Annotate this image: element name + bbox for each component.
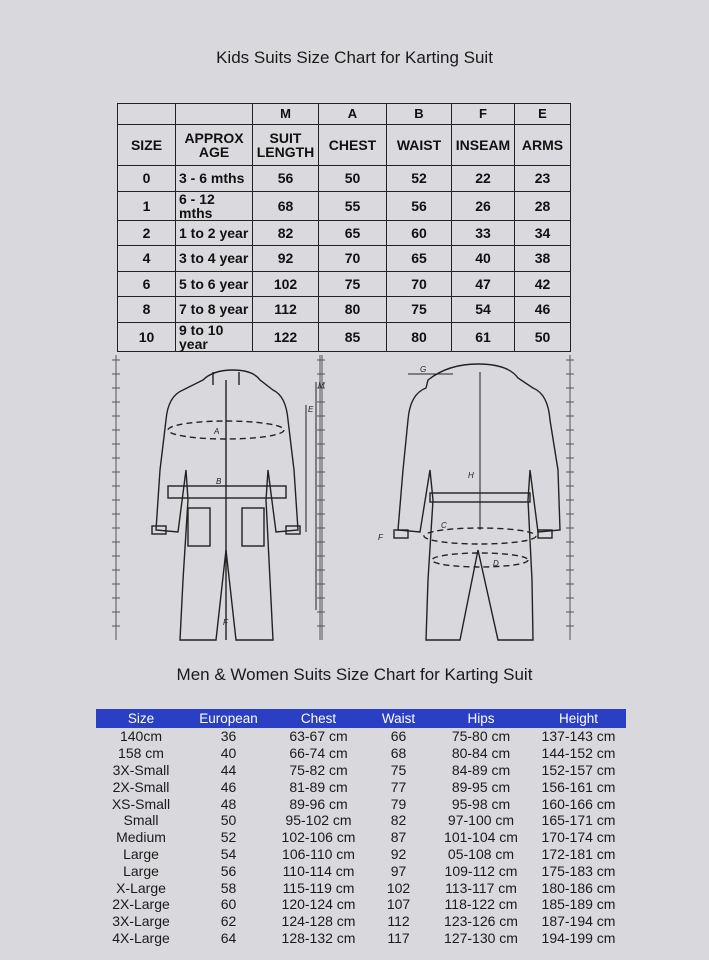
table-cell: 7 to 8 year [176,297,253,323]
table-row [96,930,626,947]
column-header: SIZE [118,125,176,166]
kids-size-table [117,103,571,352]
table-row [118,246,571,272]
column-header: Waist [366,709,431,728]
table-cell: 82 [253,220,319,246]
column-header: APPROX AGE [176,125,253,166]
table-cell: 8 [118,297,176,323]
table-cell: 54 [220,845,237,862]
table-cell: 122 [253,322,319,351]
table-cell: 1 to 2 year [176,220,253,246]
table-cell: 85 [319,322,387,351]
table-cell: 101-104 cm [444,829,518,846]
table-cell: 54 [452,297,515,323]
table-cell: 128-132 cm [281,929,356,946]
table-cell: 40 [220,745,237,762]
table-cell: 70 [319,246,387,272]
table-cell: 175-183 cm [541,862,616,879]
letter-cell: E [515,104,571,125]
table-cell: 3X-Small [112,761,170,778]
table-cell: 170-174 cm [541,829,616,846]
table-cell: 9 to 10 year [176,322,253,351]
table-cell: 106-110 cm [282,845,355,862]
table-cell: 60 [387,220,452,246]
kids-chart-title: Kids Suits Size Chart for Karting Suit [216,48,493,67]
table-cell: 185-189 cm [541,896,616,913]
column-header: Size [96,709,186,728]
table-cell: 2 [118,220,176,246]
table-cell: 123-126 cm [444,913,518,930]
table-cell: 10 [118,322,176,351]
table-cell: 113-117 cm [445,879,517,896]
table-row [118,166,571,192]
table-row [96,862,626,879]
letter-cell: B [387,104,452,125]
table-cell: Small [123,812,159,829]
diagram-label-g: G [420,365,427,374]
table-cell: 180-186 cm [541,879,616,896]
letter-cell [118,104,176,125]
table-cell: 80-84 cm [451,745,511,762]
column-header: SUIT LENGTH [253,125,319,166]
diagram-label-f-back: F [378,533,383,542]
diagram-label-a: A [214,427,220,436]
table-cell: Large [123,862,159,879]
table-cell: 117 [387,929,410,946]
table-cell: 44 [220,761,237,778]
table-cell: 92 [390,845,407,862]
table-row [118,220,571,246]
table-cell: 97-100 cm [447,812,515,829]
table-cell: 50 [515,322,571,351]
table-row [96,795,626,812]
table-cell: 115-119 cm [282,879,355,896]
table-cell: 144-152 cm [541,745,616,762]
back-suit-drawing [394,364,560,640]
column-header: European [186,709,271,728]
table-cell: 46 [220,778,237,795]
column-header: WAIST [387,125,452,166]
diagram-label-e: E [308,405,314,414]
table-cell: 22 [452,166,515,192]
front-suit-drawing [152,370,316,640]
table-row [118,271,571,297]
table-cell: 3 - 6 mths [176,166,253,192]
table-row [118,322,571,351]
table-cell: 97 [390,862,407,879]
table-row [96,745,626,762]
table-cell: 68 [390,745,407,762]
table-cell: 3X-Large [112,913,170,930]
table-cell: 56 [387,191,452,220]
table-cell: 107 [386,896,411,913]
table-row [96,846,626,863]
column-header: Chest [271,709,366,728]
diagram-label-d: D [493,559,499,568]
table-cell: 165-171 cm [541,812,616,829]
diagram-label-f: F [223,618,228,627]
table-cell: 65 [387,246,452,272]
kids-letter-row [118,104,571,125]
table-cell: 79 [390,795,407,812]
table-cell: 127-130 cm [444,929,518,946]
table-cell: 6 - 12 mths [176,191,253,220]
table-cell: 47 [452,271,515,297]
table-cell: 95-102 cm [285,812,352,829]
letter-cell [176,104,253,125]
table-cell: 0 [118,166,176,192]
table-row [96,829,626,846]
table-cell: 4X-Large [112,929,170,946]
table-cell: 81-89 cm [289,778,348,795]
table-cell: 160-166 cm [541,795,616,812]
table-cell: 75-82 cm [289,761,348,778]
table-cell: 62 [220,913,237,930]
table-cell: 75-80 cm [451,728,511,745]
column-header: INSEAM [452,125,515,166]
kids-header-row [118,125,571,166]
table-row [118,191,571,220]
letter-cell: M [253,104,319,125]
diagram-label-m: M [318,381,325,390]
table-cell: 70 [387,271,452,297]
diagram-label-h: H [468,471,474,480]
table-cell: 102-106 cm [281,829,356,846]
table-cell: 52 [387,166,452,192]
table-cell: Large [123,845,159,862]
table-row [96,879,626,896]
table-cell: 75 [390,761,407,778]
table-cell: 158 cm [118,745,164,762]
table-cell: 60 [220,896,237,913]
table-cell: 2X-Large [112,896,170,913]
table-cell: 110-114 cm [282,862,355,879]
table-cell: 82 [390,812,407,829]
diagram-label-c: C [441,521,447,530]
table-cell: 89-96 cm [289,795,348,812]
table-cell: 112 [253,297,319,323]
table-cell: 152-157 cm [541,761,616,778]
table-cell: 65 [319,220,387,246]
table-cell: 42 [515,271,571,297]
table-cell: 75 [387,297,452,323]
diagram-label-b: B [216,477,222,486]
table-row [96,812,626,829]
table-cell: 84-89 cm [451,761,511,778]
table-cell: 102 [253,271,319,297]
table-cell: 50 [319,166,387,192]
table-cell: 172-181 cm [541,845,616,862]
table-cell: 5 to 6 year [176,271,253,297]
adult-chart-title: Men & Women Suits Size Chart for Karting Suit [176,665,533,684]
table-cell: 36 [220,728,237,745]
table-cell: 05-108 cm [447,845,515,862]
table-cell: X-Large [116,879,166,896]
table-cell: 124-128 cm [281,913,356,930]
table-cell: 120-124 cm [281,896,356,913]
table-cell: 46 [515,297,571,323]
table-cell: 66-74 cm [289,745,348,762]
table-cell: 61 [452,322,515,351]
column-header: ARMS [515,125,571,166]
table-cell: 89-95 cm [451,778,511,795]
table-cell: 66 [390,728,407,745]
table-cell: 26 [452,191,515,220]
table-cell: 95-98 cm [451,795,511,812]
table-cell: Medium [116,829,166,846]
table-cell: 102 [386,879,411,896]
table-row [96,728,626,745]
table-cell: 56 [253,166,319,192]
table-cell: 33 [452,220,515,246]
table-cell: 40 [452,246,515,272]
suit-measurement-diagram [108,350,578,642]
table-row [96,913,626,930]
table-cell: 34 [515,220,571,246]
table-cell: 28 [515,191,571,220]
column-header: CHEST [319,125,387,166]
letter-cell: F [452,104,515,125]
table-cell: 75 [319,271,387,297]
column-header: Hips [431,709,531,728]
table-cell: 137-143 cm [541,728,616,745]
column-header: Height [531,709,626,728]
table-cell: XS-Small [111,795,171,812]
table-cell: 112 [387,913,410,930]
table-cell: 56 [220,862,237,879]
table-cell: 64 [220,929,237,946]
table-cell: 38 [515,246,571,272]
table-cell: 77 [390,778,407,795]
table-cell: 140cm [119,728,163,745]
table-cell: 52 [220,829,237,846]
table-cell: 50 [220,812,237,829]
table-cell: 68 [253,191,319,220]
table-cell: 109-112 cm [444,862,518,879]
table-cell: 92 [253,246,319,272]
table-row [96,762,626,779]
adult-header-row [96,709,626,728]
table-cell: 187-194 cm [541,913,616,930]
table-cell: 87 [390,829,407,846]
table-cell: 58 [220,879,237,896]
table-row [118,297,571,323]
table-cell: 48 [220,795,237,812]
table-cell: 4 [118,246,176,272]
table-cell: 2X-Small [112,778,170,795]
table-cell: 63-67 cm [289,728,348,745]
table-cell: 1 [118,191,176,220]
table-cell: 6 [118,271,176,297]
table-cell: 194-199 cm [541,929,616,946]
table-cell: 80 [319,297,387,323]
table-cell: 156-161 cm [541,778,616,795]
table-cell: 23 [515,166,571,192]
table-cell: 118-122 cm [444,896,518,913]
table-cell: 55 [319,191,387,220]
table-row [96,896,626,913]
table-row [96,778,626,795]
letter-cell: A [319,104,387,125]
table-cell: 3 to 4 year [176,246,253,272]
table-cell: 80 [387,322,452,351]
adult-size-table [96,709,626,946]
